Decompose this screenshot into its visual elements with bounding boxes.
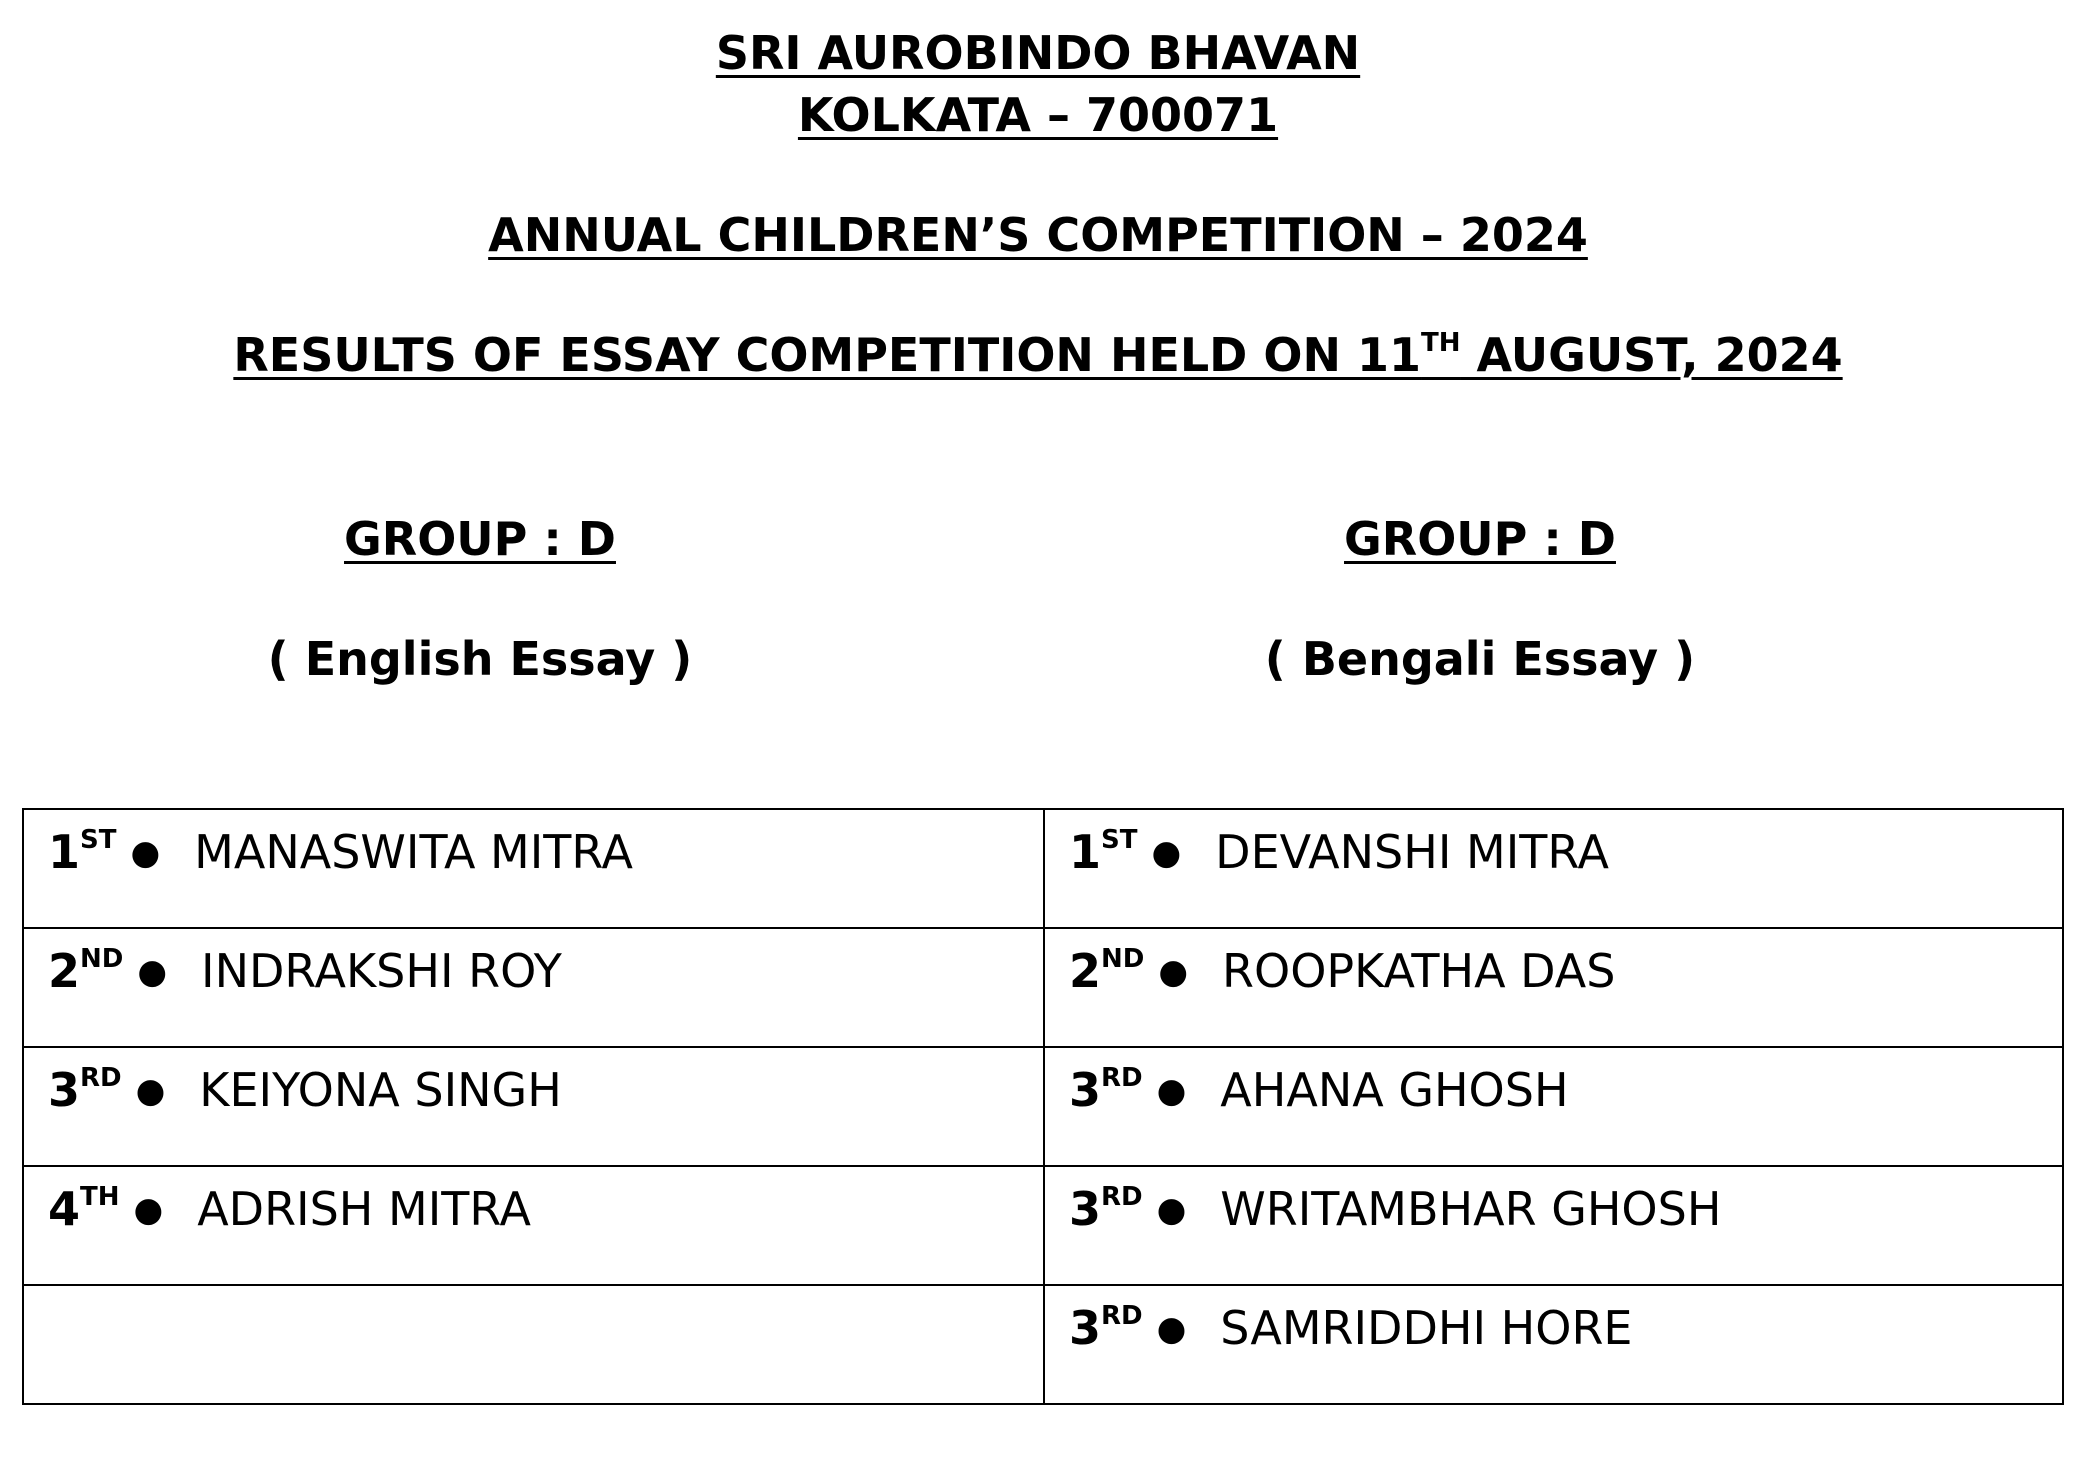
right-subtitle: ( Bengali Essay ) [1264,632,1696,686]
left-subtitle: ( English Essay ) [267,632,693,686]
rank-number: 2 [48,944,81,998]
bullet-icon: ● [130,833,161,873]
rank-suffix: ND [1101,944,1145,974]
bullet-icon: ● [1156,1190,1187,1230]
results-title [0,326,2076,384]
rank-label [48,1181,120,1237]
city-line [0,86,2076,144]
participant-name: AHANA GHOSH [1220,1063,1569,1117]
rank-label [48,1062,122,1118]
city-line-text: KOLKATA – 700071 [797,88,1279,142]
rank-number: 3 [48,1063,81,1117]
results-title-superscript: TH [1421,328,1461,358]
english-result-cell-empty [23,1285,1044,1404]
results-title-text [233,328,1842,382]
bullet-icon: ● [135,1071,166,1111]
bullet-icon: ● [1156,1071,1187,1111]
rank-suffix: RD [1101,1063,1143,1093]
participant-name: DEVANSHI MITRA [1215,825,1609,879]
english-result-cell [23,809,1044,928]
english-result-cell [23,1047,1044,1166]
rank-number: 1 [1069,825,1102,879]
bengali-result-cell [1044,1166,2063,1285]
participant-name: WRITAMBHAR GHOSH [1220,1182,1722,1236]
rank-number: 3 [1069,1301,1102,1355]
rank-suffix: ND [80,944,124,974]
english-result-cell [23,1166,1044,1285]
org-name [0,24,2076,82]
rank-suffix: ST [1101,825,1138,855]
rank-label [48,943,123,999]
bullet-icon: ● [1151,833,1182,873]
right-group-heading [980,510,1980,568]
bullet-icon: ● [1156,1309,1187,1349]
org-name-text: SRI AUROBINDO BHAVAN [715,26,1361,80]
left-group-heading [0,510,980,568]
participant-name: MANASWITA MITRA [194,825,633,879]
rank-number: 3 [1069,1063,1102,1117]
rank-suffix: TH [80,1182,120,1212]
table-row [23,1285,2063,1404]
table-row [23,1166,2063,1285]
right-group-text: GROUP : D [1344,512,1616,566]
bullet-icon: ● [137,952,168,992]
rank-suffix: ST [80,825,117,855]
english-result-cell [23,928,1044,1047]
bengali-result-cell [1044,928,2063,1047]
table-row [23,1047,2063,1166]
participant-name: ADRISH MITRA [197,1182,531,1236]
rank-suffix: RD [1101,1301,1143,1331]
results-table [22,808,2064,1405]
competition-title [0,206,2076,264]
table-row [23,809,2063,928]
participant-name: KEIYONA SINGH [199,1063,562,1117]
rank-label [1069,1300,1143,1356]
results-title-suffix: AUGUST, 2024 [1460,328,1843,382]
participant-name: SAMRIDDHI HORE [1220,1301,1633,1355]
bullet-icon: ● [133,1190,164,1230]
competition-title-text: ANNUAL CHILDREN’S COMPETITION – 2024 [488,208,1588,262]
participant-name: INDRAKSHI ROY [201,944,562,998]
table-row [23,928,2063,1047]
rank-label [1069,943,1144,999]
rank-suffix: RD [1101,1182,1143,1212]
bengali-result-cell [1044,809,2063,928]
rank-number: 1 [48,825,81,879]
rank-label [1069,1181,1143,1237]
bengali-result-cell [1044,1285,2063,1404]
rank-number: 2 [1069,944,1102,998]
left-group-text: GROUP : D [344,512,616,566]
rank-number: 4 [48,1182,81,1236]
bullet-icon: ● [1158,952,1189,992]
rank-label [48,824,116,880]
rank-number: 3 [1069,1182,1102,1236]
rank-label [1069,1062,1143,1118]
rank-suffix: RD [80,1063,122,1093]
rank-label [1069,824,1137,880]
bengali-result-cell [1044,1047,2063,1166]
results-title-prefix: RESULTS OF ESSAY COMPETITION HELD ON 11 [233,328,1422,382]
participant-name: ROOPKATHA DAS [1222,944,1616,998]
